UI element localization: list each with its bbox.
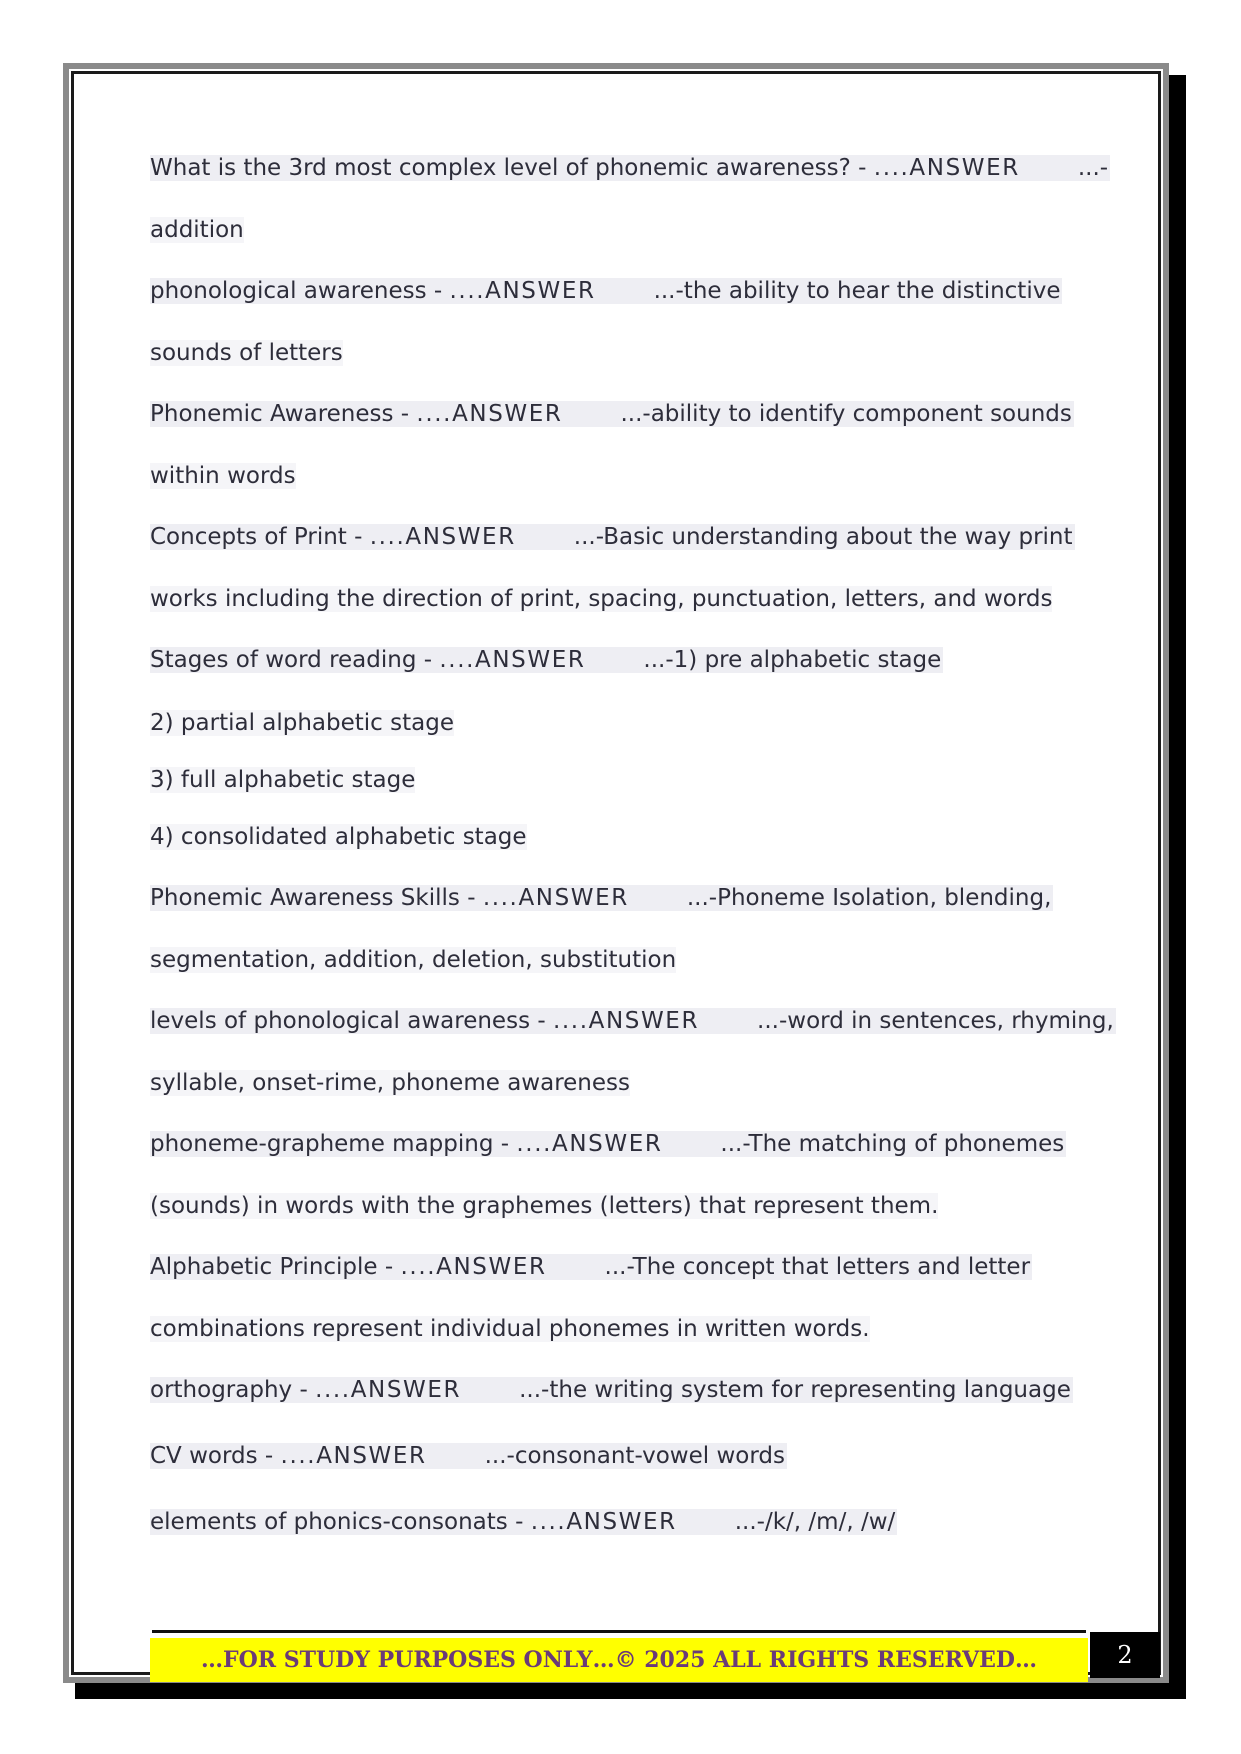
answer-marker: ....ANSWER — [873, 155, 1020, 181]
entry-continuation: 3) full alphabetic stage — [150, 767, 416, 793]
answer-lead: ...- — [686, 885, 718, 911]
answer-text: 1) pre alphabetic stage — [673, 647, 942, 673]
answer-text: consonant-vowel words — [514, 1443, 785, 1469]
entry-question-line — [150, 1374, 1073, 1406]
answer-lead: ...- — [734, 1509, 765, 1535]
page-border — [71, 71, 1161, 1675]
question-text: Phonemic Awareness - — [150, 401, 417, 427]
entry-continuation: 2) partial alphabetic stage — [150, 710, 454, 736]
entry-question-line — [150, 152, 1110, 184]
answer-lead: ...- — [757, 1008, 788, 1034]
answer-text: /k/, /m/, /w/ — [764, 1509, 896, 1535]
answer-marker: ....ANSWER — [416, 401, 563, 427]
answer-marker: ....ANSWER — [280, 1443, 427, 1469]
entry-continuation: 4) consolidated alphabetic stage — [150, 824, 527, 850]
answer-marker: ....ANSWER — [400, 1254, 547, 1280]
entry-continuation: segmentation, addition, deletion, substitution — [150, 947, 677, 973]
answer-text: Basic understanding about the way print — [603, 524, 1073, 550]
question-text: Phonemic Awareness Skills - — [150, 885, 483, 911]
answer-lead: ...- — [484, 1443, 515, 1469]
answer-lead: ...- — [620, 401, 651, 427]
footer-rule — [152, 1630, 1086, 1633]
entry-continuation: within words — [150, 463, 296, 489]
answer-lead: ...- — [519, 1377, 550, 1403]
answer-text: The concept that letters and letter — [632, 1254, 1031, 1280]
question-text: phoneme-grapheme mapping - — [150, 1131, 517, 1157]
answer-marker: ....ANSWER — [369, 524, 516, 550]
question-text: levels of phonological awareness - — [150, 1008, 553, 1034]
question-text: What is the 3rd most complex level of phonemic awareness? - — [150, 155, 874, 181]
answer-marker: ....ANSWER — [530, 1509, 677, 1535]
entry-question-line — [150, 1506, 897, 1538]
answer-lead: ...- — [1077, 155, 1109, 181]
entry-continuation: combinations represent individual phonemes in written words. — [150, 1316, 870, 1342]
entry-continuation: syllable, onset-rime, phoneme awareness — [150, 1070, 630, 1096]
entry-question-line — [150, 882, 1053, 914]
answer-lead: ...- — [604, 1254, 633, 1280]
question-text: Stages of word reading - — [150, 647, 440, 673]
page-number: 2 — [1117, 1641, 1133, 1669]
entry-continuation: (sounds) in words with the graphemes (letters) that represent them. — [150, 1193, 939, 1219]
entry-question-line — [150, 644, 943, 676]
answer-marker: ....ANSWER — [552, 1008, 700, 1034]
answer-text: Phoneme Isolation, blending, — [717, 885, 1052, 911]
entry-question-line — [150, 1128, 1066, 1160]
entry-question-line — [150, 398, 1074, 430]
answer-lead: ...- — [643, 647, 674, 673]
entry-question-line — [150, 275, 1062, 307]
answer-marker: ....ANSWER — [439, 647, 586, 673]
answer-text: The matching of phonemes — [748, 1131, 1065, 1157]
entry-continuation: addition — [150, 217, 244, 243]
answer-lead: ...- — [720, 1131, 749, 1157]
answer-marker: ....ANSWER — [449, 278, 596, 304]
question-text: orthography - — [150, 1377, 316, 1403]
answer-lead: ...- — [653, 278, 684, 304]
entry-question-line — [150, 1440, 787, 1472]
question-text: CV words - — [150, 1443, 281, 1469]
entry-question-line — [150, 521, 1075, 553]
answer-marker: ....ANSWER — [482, 885, 629, 911]
answer-text: the ability to hear the distinctive — [683, 278, 1061, 304]
question-text: Concepts of Print - — [150, 524, 370, 550]
answer-lead: ...- — [573, 524, 604, 550]
answer-marker: ....ANSWER — [516, 1131, 663, 1157]
footer-copyright: …FOR STUDY PURPOSES ONLY…© 2025 ALL RIGHTS RESERVED… — [201, 1647, 1037, 1673]
entry-continuation: sounds of letters — [150, 340, 343, 366]
answer-marker: ....ANSWER — [315, 1377, 462, 1403]
question-text: phonological awareness - — [150, 278, 450, 304]
question-text: Alphabetic Principle - — [150, 1254, 401, 1280]
entry-question-line — [150, 1005, 1116, 1037]
entry-continuation: works including the direction of print, spacing, punctuation, letters, and words — [150, 586, 1053, 612]
answer-text: the writing system for representing language — [549, 1377, 1071, 1403]
entry-question-line — [150, 1251, 1032, 1283]
answer-text: word in sentences, rhyming, — [787, 1008, 1114, 1034]
question-text: elements of phonics-consonats - — [150, 1509, 531, 1535]
answer-text: ability to identify component sounds — [650, 401, 1072, 427]
